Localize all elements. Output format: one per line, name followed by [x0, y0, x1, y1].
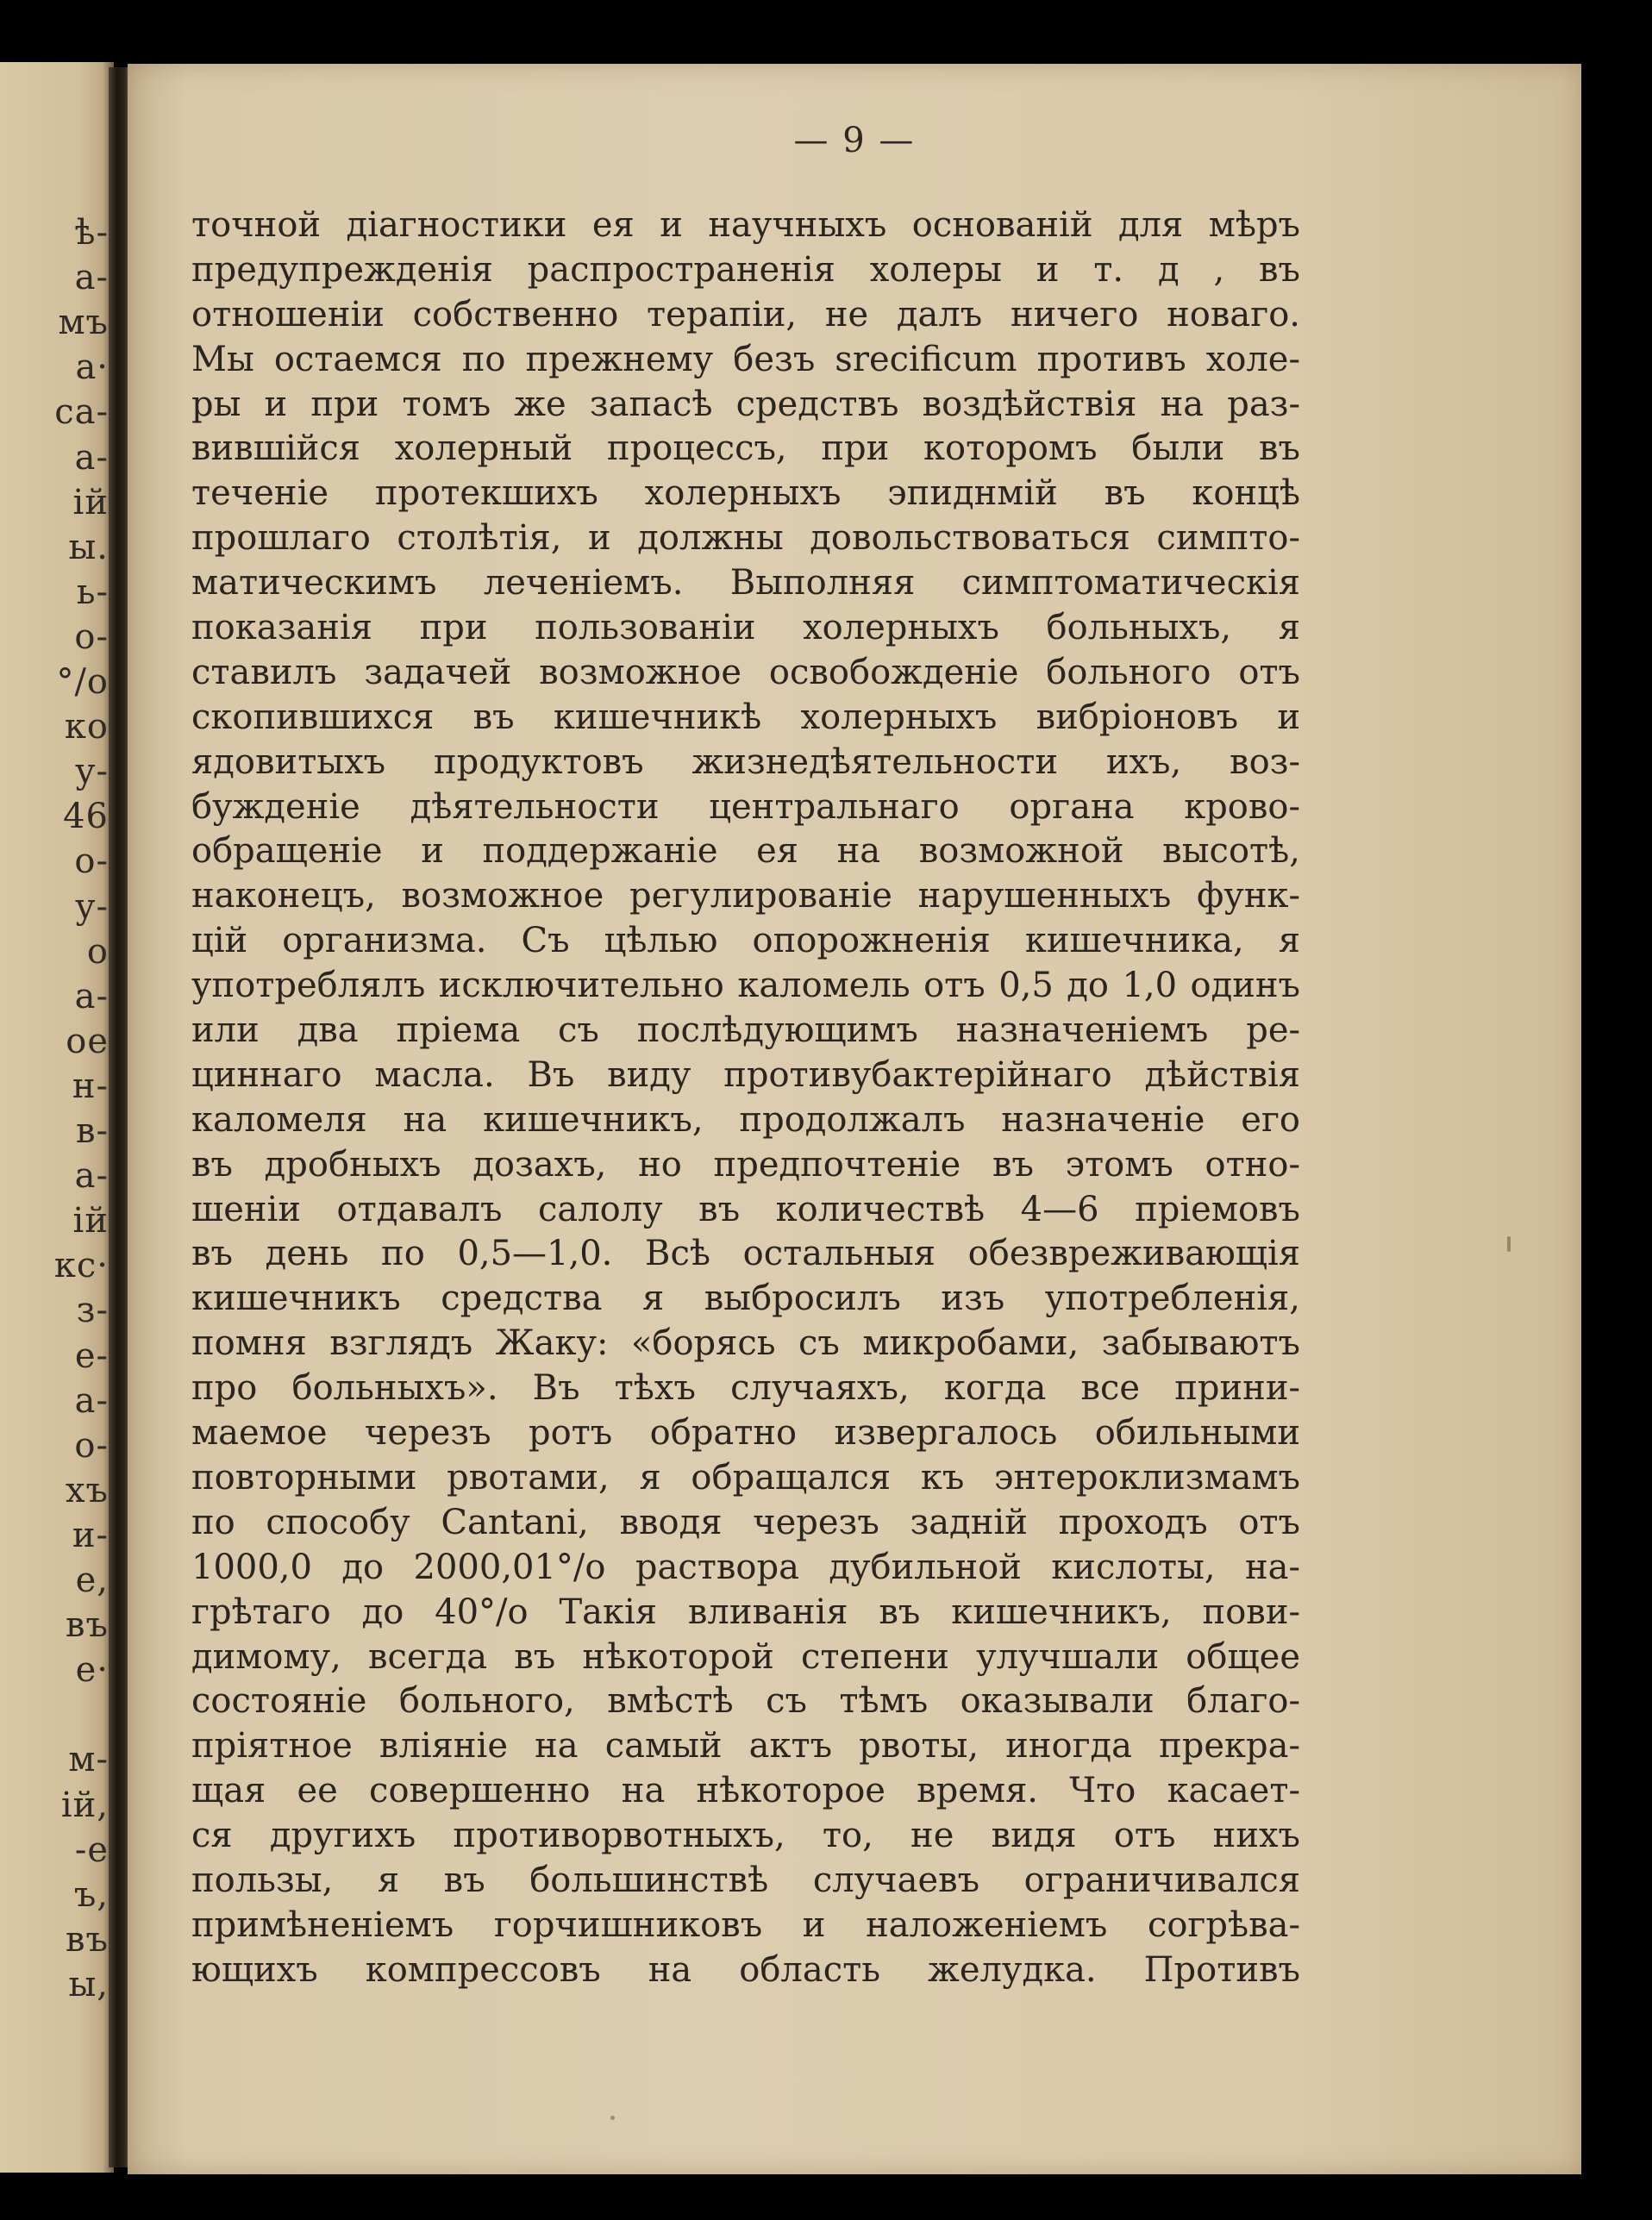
left-page-line-fragment: е· — [75, 1650, 109, 1691]
text-line: шеніи отдавалъ салолу въ количествѣ 4—6 пріемовъ — [191, 1189, 1300, 1229]
text-line: кишечникъ средства я выбросилъ изъ употребленія, — [191, 1279, 1300, 1319]
text-line: теченіе протекшихъ холерныхъ эпиднмій въ концѣ — [191, 473, 1300, 514]
paper-speck — [1507, 1236, 1511, 1252]
text-line: скопившихся въ кишечникѣ холерныхъ вибріоновъ и — [191, 697, 1300, 737]
left-page-line-fragment: мъ — [58, 303, 109, 343]
text-line: примѣненіемъ горчишниковъ и наложеніемъ согрѣва- — [191, 1904, 1300, 1945]
page-number: — 9 — — [793, 121, 916, 160]
left-page-line-fragment: о- — [74, 616, 109, 657]
text-line: состояніе больного, вмѣстѣ съ тѣмъ оказывали благо- — [191, 1681, 1300, 1722]
text-line: прошлаго столѣтія, и должны довольствоваться симпто- — [191, 518, 1300, 559]
text-line: 1000,0 до 2000,01°/о раствора дубильной кислоты, на- — [191, 1547, 1300, 1587]
text-line: показанія при пользованіи холерныхъ больныхъ, я — [191, 608, 1300, 648]
left-page-line-fragment: м- — [68, 1740, 109, 1780]
left-page-line-fragment: а- — [74, 437, 109, 478]
left-page-line-fragment: ы, — [68, 1964, 109, 2004]
text-line: ры и при томъ же запасѣ средствъ воздѣйствія на раз- — [191, 384, 1300, 424]
text-line: димому, всегда въ нѣкоторой степени улучшали общее — [191, 1636, 1300, 1677]
text-line: цій организма. Съ цѣлью опорожненія кишечника, я — [191, 921, 1300, 961]
left-page-line-fragment: а- — [74, 976, 109, 1016]
left-page-line-fragment: ѣ- — [74, 213, 109, 253]
text-line: употреблялъ исключительно каломель отъ 0,5 до 1,0 одинъ — [191, 966, 1300, 1006]
text-line: въ дробныхъ дозахъ, но предпочтеніе въ этомъ отно- — [191, 1144, 1300, 1185]
left-page-line-fragment: е- — [74, 1335, 109, 1376]
text-line: Мы остаемся по прежнему безъ srecificum противъ холе- — [191, 339, 1300, 379]
text-line: грѣтаго до 40°/о Такія вливанія въ кишечникъ, пови- — [191, 1592, 1300, 1632]
text-line: вившійся холерный процессъ, при которомъ были въ — [191, 428, 1300, 469]
text-line: пріятное вліяніе на самый актъ рвоты, иногда прекра- — [191, 1726, 1300, 1767]
left-page-line-fragment: а· — [75, 347, 109, 388]
left-page-line-fragment: о- — [74, 841, 109, 882]
text-line: повторными рвотами, я обращался къ энтероклизмамъ — [191, 1457, 1300, 1498]
left-page-line-fragment: ій, — [60, 1785, 109, 1825]
left-page-line-fragment: ій — [72, 1201, 109, 1241]
left-page-line-fragment: у- — [74, 752, 109, 792]
left-page-line-fragment: ое — [66, 1021, 109, 1061]
text-line: маемое черезъ ротъ обратно извергалось обильными — [191, 1413, 1300, 1454]
text-line: циннаго масла. Въ виду противубактерійнаго дѣйствія — [191, 1054, 1300, 1095]
text-line: наконецъ, возможное регулированіе нарушенныхъ функ- — [191, 876, 1300, 916]
text-line: про больныхъ». Въ тѣхъ случаяхъ, когда все прини- — [191, 1368, 1300, 1409]
left-page-line-fragment: е, — [75, 1560, 109, 1600]
left-page-line-fragment: ій — [72, 482, 109, 522]
left-page-line-fragment: о- — [74, 1425, 109, 1466]
text-line: въ день по 0,5—1,0. Всѣ остальныя обезвреживающія — [191, 1234, 1300, 1274]
text-line: помня взглядъ Жаку: «борясь съ микробами, забываютъ — [191, 1323, 1300, 1364]
left-page-line-fragment: въ — [66, 1605, 109, 1646]
paper-speck — [610, 2116, 615, 2120]
text-line: предупрежденія распространенія холеры и т. д , въ — [191, 249, 1300, 290]
left-page-line-fragment: а- — [74, 258, 109, 298]
left-page-line-fragment: н- — [72, 1066, 109, 1106]
text-line: отношеніи собственно терапіи, не далъ ничего новаго. — [191, 294, 1300, 335]
left-page-line-fragment: 46 — [63, 797, 109, 837]
text-line: ставилъ задачей возможное освобожденіе больного отъ — [191, 652, 1300, 692]
left-page-line-fragment: °/о — [56, 662, 109, 702]
left-page-line-fragment: са- — [54, 392, 109, 433]
left-page-line-fragment: у- — [74, 886, 109, 927]
left-page-line-fragment: в- — [75, 1111, 109, 1151]
text-line: каломеля на кишечникъ, продолжалъ назначеніе его — [191, 1099, 1300, 1140]
text-line: щая ее совершенно на нѣкоторое время. Что касает- — [191, 1771, 1300, 1811]
left-page-line-fragment: ы. — [68, 527, 109, 567]
left-page-line-fragment: ко — [64, 707, 109, 747]
left-page-line-fragment: хъ — [65, 1470, 109, 1510]
left-page-line-fragment: ъ, — [73, 1874, 109, 1915]
text-line: матическимъ леченіемъ. Выполняя симптоматическія — [191, 563, 1300, 603]
text-line: обращеніе и поддержаніе ея на возможной высотѣ, — [191, 831, 1300, 872]
left-page-line-fragment: въ — [66, 1919, 109, 1960]
page-body-text — [191, 203, 1300, 1993]
text-line: ющихъ компрессовъ на область желудка. Противъ — [191, 1949, 1300, 1990]
book-page — [128, 64, 1581, 2174]
left-page-line-fragment: о — [86, 931, 109, 972]
left-page-line-fragment: кс· — [53, 1246, 109, 1286]
text-line: или два пріема съ послѣдующимъ назначеніемъ ре- — [191, 1010, 1300, 1051]
left-page-line-fragment: и- — [72, 1515, 109, 1555]
text-line: ядовитыхъ продуктовъ жизнедѣятельности ихъ, воз- — [191, 741, 1300, 782]
left-page-line-fragment: а- — [74, 1380, 109, 1421]
text-line: ся другихъ противорвотныхъ, то, не видя отъ нихъ — [191, 1816, 1300, 1856]
left-page-line-fragment: а- — [74, 1156, 109, 1197]
left-page-line-fragment: -е — [74, 1829, 109, 1870]
left-page-line-fragment: ь- — [76, 572, 109, 612]
left-page-line-fragment: з- — [76, 1291, 109, 1331]
text-line: точной діагностики ея и научныхъ основаній для мѣръ — [191, 205, 1300, 245]
previous-page-fragment — [0, 62, 114, 2173]
text-line: бужденіе дѣятельности центральнаго органа крово- — [191, 786, 1300, 827]
text-line: по способу Cantani, вводя черезъ заднiй проходъ отъ — [191, 1502, 1300, 1542]
text-line: пользы, я въ большинствѣ случаевъ ограничивался — [191, 1860, 1300, 1900]
